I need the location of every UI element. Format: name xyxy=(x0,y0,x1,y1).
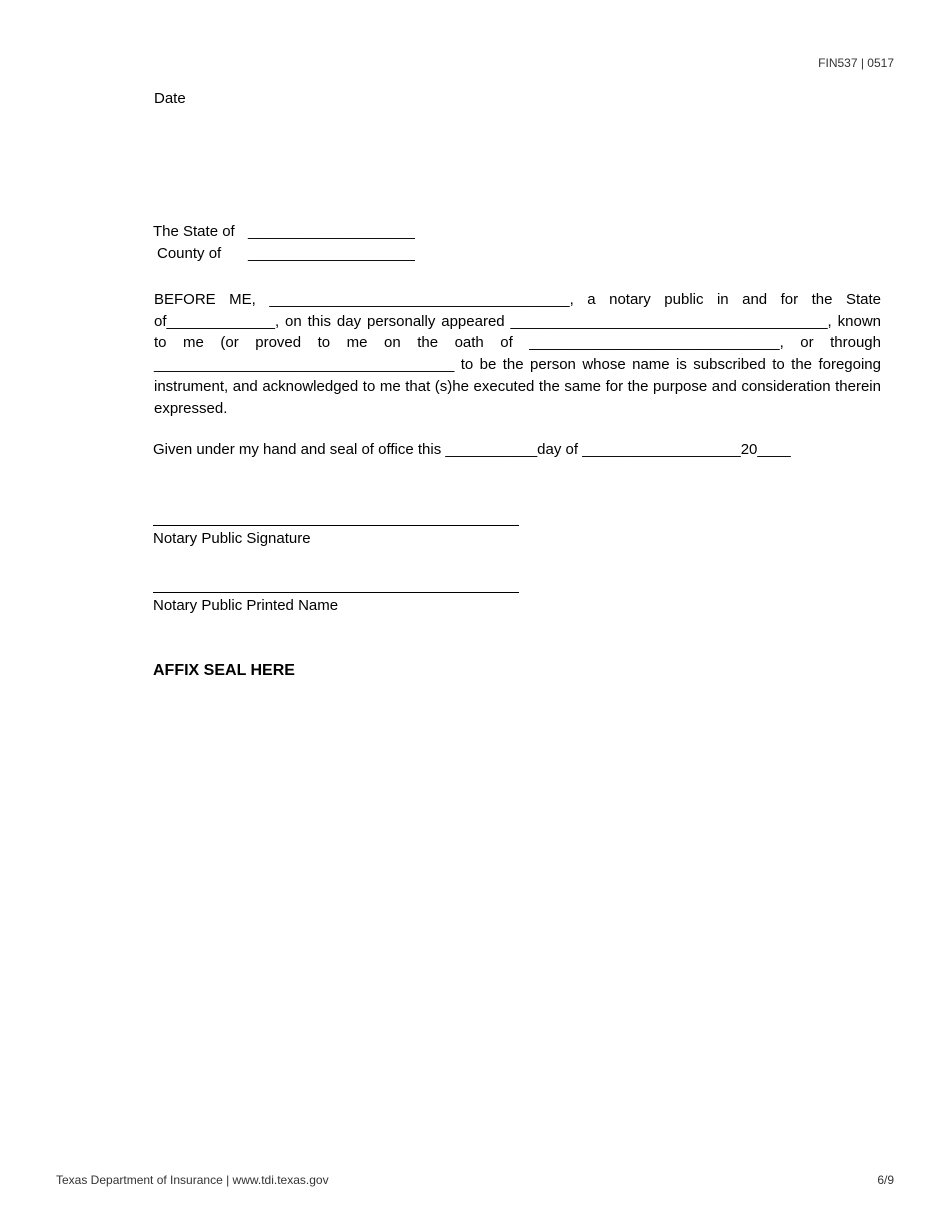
notary-printed-name-label: Notary Public Printed Name xyxy=(153,597,339,614)
notary-signature-label: Notary Public Signature xyxy=(153,530,311,547)
affix-seal-label: AFFIX SEAL HERE xyxy=(153,662,295,679)
given-under-hand-line: Given under my hand and seal of office this ___________day of ___________________20____ xyxy=(153,441,791,458)
county-blank[interactable]: ____________________ xyxy=(248,245,415,262)
county-row xyxy=(157,245,415,262)
date-label: Date xyxy=(154,90,186,107)
state-label: The State of xyxy=(153,223,235,240)
printed-name-line[interactable] xyxy=(153,592,519,593)
acknowledgment-paragraph: BEFORE ME, ____________________________________, a notary public in and for the State of_____________, on this day personally appeared ______________________________________, known to me (or proved to me on the oath of ______________________________, or through ____________________________________ to be the person whose name is subscribed to the foregoing instrument, and acknowledged to me that (s)he executed the same for the purpose and consideration therein expressed. xyxy=(154,291,881,417)
signature-line[interactable] xyxy=(153,525,519,526)
state-blank[interactable]: ____________________ xyxy=(248,223,415,240)
county-label: County of xyxy=(157,245,222,262)
state-row xyxy=(153,223,415,240)
footer-org: Texas Department of Insurance | www.tdi.texas.gov xyxy=(56,1173,329,1187)
page-number: 6/9 xyxy=(877,1173,894,1187)
form-id: FIN537 | 0517 xyxy=(818,56,894,70)
